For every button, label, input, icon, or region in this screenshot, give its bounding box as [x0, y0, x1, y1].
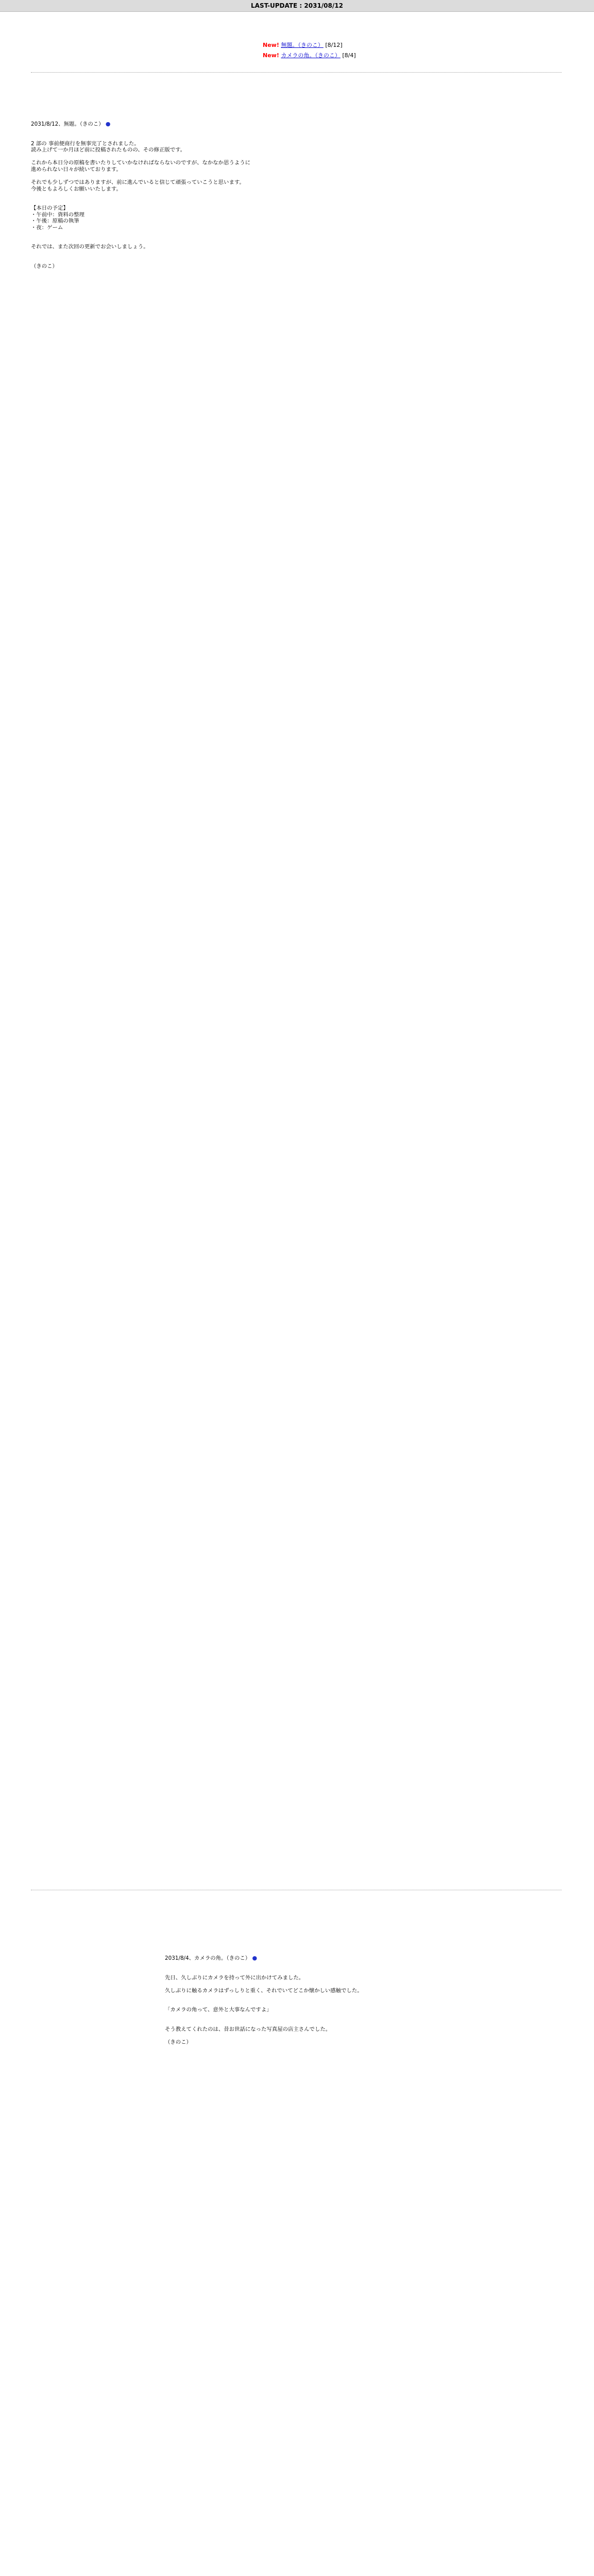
entry-line [165, 2013, 363, 2020]
entry-line: 進められない日々が続いております。 [31, 166, 122, 173]
entry-heading: 2031/8/12、無題。（きのこ） [31, 121, 104, 128]
entry-line: それでは、また次回の更新でお会いしましょう。 [31, 244, 149, 250]
update-date: [8/4] [342, 52, 356, 59]
entry-line: それでも少しずつではありますが、前に進んでいると信じて頑張っていこうと思います。 [31, 179, 245, 186]
entry-line [31, 250, 250, 257]
update-list [263, 40, 356, 61]
entry-line: 【本日の予定】 [31, 205, 69, 212]
star-icon: ● [252, 1955, 258, 1962]
entry-line [165, 2033, 363, 2040]
header-bar [0, 0, 594, 12]
entry-line: 2 部の 事前便商行を無事完了とされました。 [31, 140, 140, 147]
diary-entry [165, 1942, 363, 2052]
entry-line [165, 1981, 363, 1988]
divider [31, 72, 562, 73]
new-badge: New! [263, 42, 279, 48]
update-link[interactable]: 無題。（きのこ） [281, 42, 324, 48]
entry-line: 久しぶりに触るカメラはずっしりと重く、それでいてどこか懐かしい感触でした。 [165, 1987, 363, 1994]
entry-line [165, 2001, 363, 2007]
entry-line: ・午前中：資料の整理 [31, 211, 84, 218]
entry-line: （きのこ） [165, 2039, 192, 2046]
entry-line [31, 192, 250, 199]
entry-line [31, 238, 250, 244]
entry-line: ・夜：ゲーム [31, 224, 63, 231]
entry-line: （きのこ） [31, 263, 58, 270]
entry-line [31, 173, 250, 179]
entry-line [31, 257, 250, 264]
entry-line [165, 2020, 363, 2027]
entry-heading: 2031/8/4、カメラの角。（きのこ） [165, 1955, 251, 1962]
new-badge: New! [263, 52, 279, 59]
entry-line: 今後ともよろしくお願いいたします。 [31, 185, 122, 192]
update-item [263, 40, 356, 50]
update-date: [8/12] [325, 42, 343, 48]
entry-line [165, 1994, 363, 2001]
entry-line [31, 154, 250, 160]
entry-line: ・午後：原稿の執筆 [31, 218, 79, 225]
entry-body [31, 141, 250, 270]
update-item [263, 50, 356, 61]
entry-line: 先日、久しぶりにカメラを持って外に出かけてみました。 [165, 1974, 304, 1981]
entry-line: そう教えてくれたのは、昔お世話になった写真屋の店主さんでした。 [165, 2026, 331, 2033]
entry-line: これから本日分の原稿を書いたりしていかなければならないのですが、なかなか思うように [31, 160, 251, 166]
diary-entry [31, 108, 250, 276]
entry-line: 読み上げて一か月ほど前に投稿されたものの、その修正版です。 [31, 147, 186, 154]
entry-body [165, 1975, 363, 2046]
star-icon: ● [105, 121, 111, 128]
update-link[interactable]: カメラの角。（きのこ） [281, 52, 341, 59]
entry-line: 「カメラの角って、意外と大事なんですよ」 [165, 2007, 272, 2013]
entry-line [31, 231, 250, 238]
entry-line [31, 199, 250, 206]
page-title: LAST-UPDATE : 2031/08/12 [251, 2, 343, 9]
